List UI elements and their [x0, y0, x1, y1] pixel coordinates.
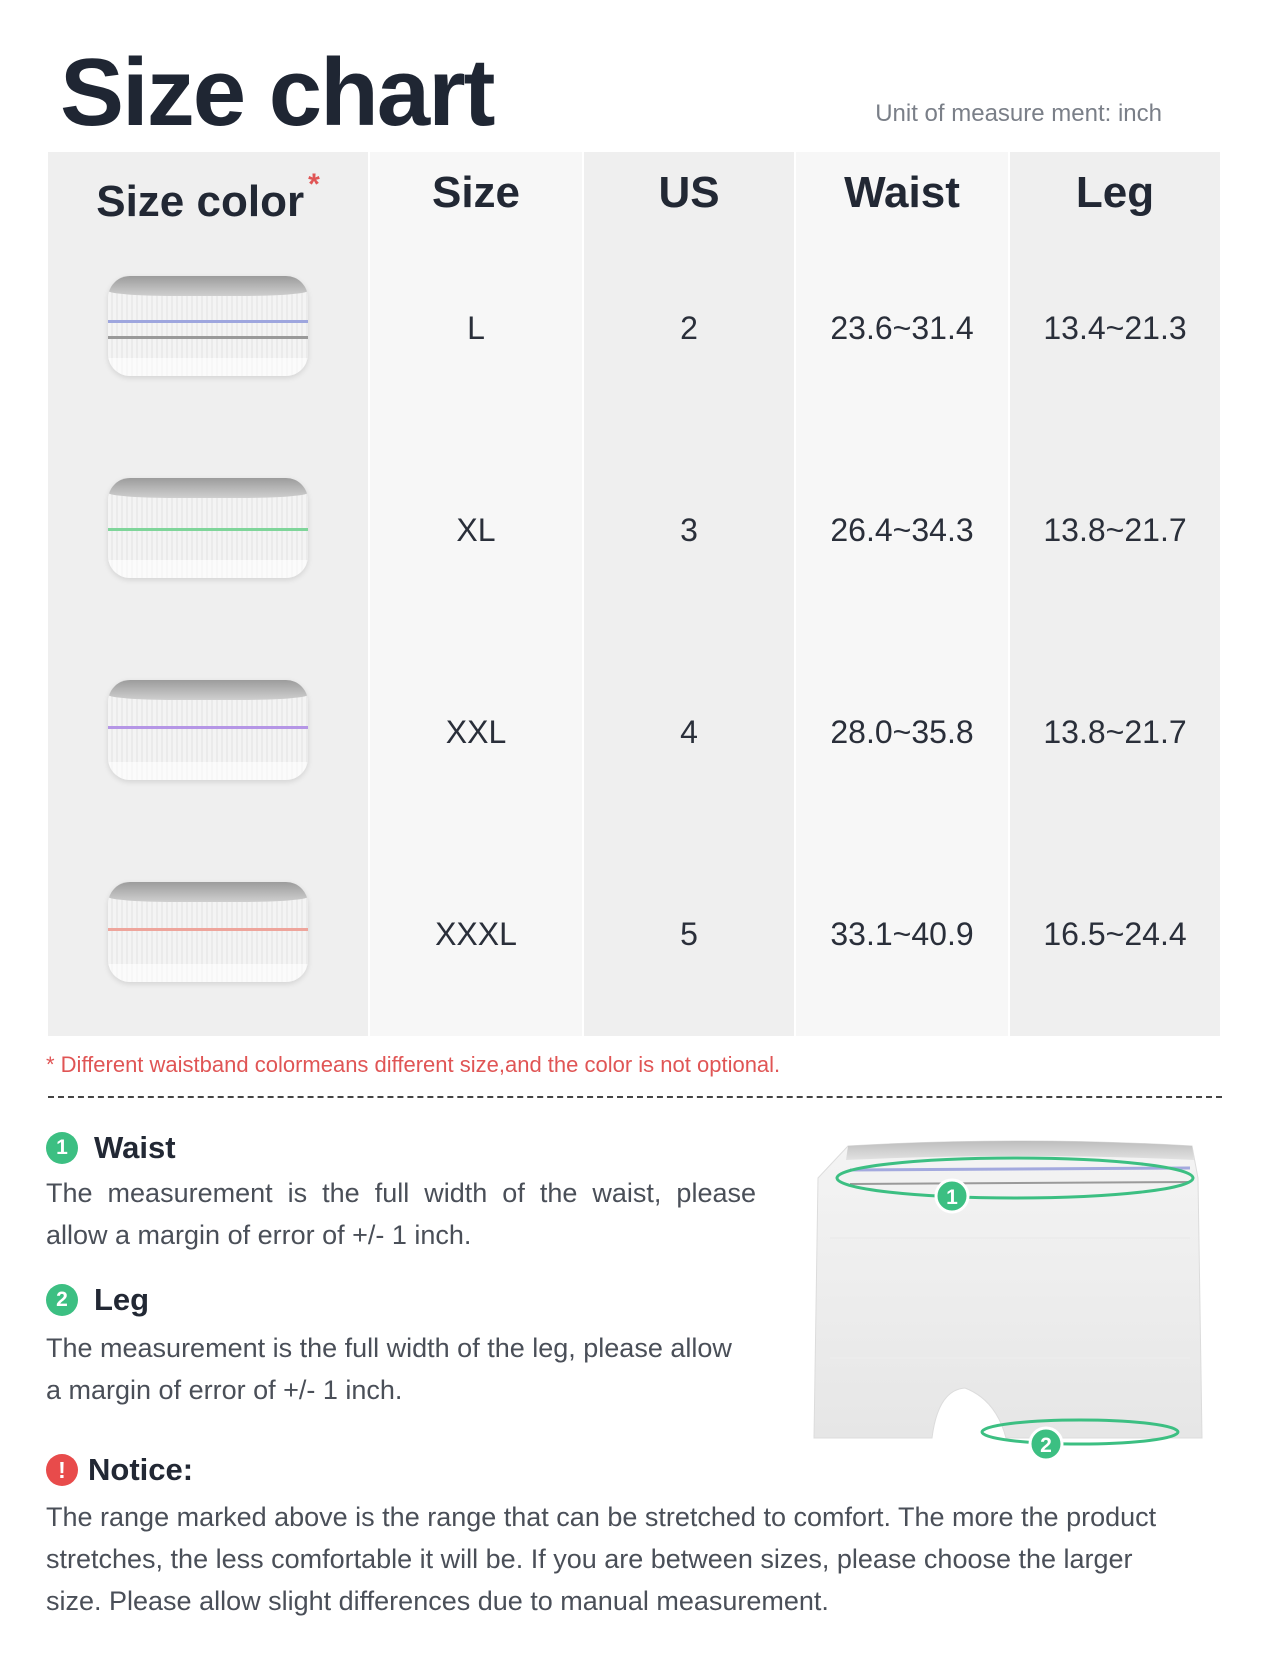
dashed-divider [48, 1096, 1222, 1098]
cell-size: XL [456, 512, 496, 548]
waistband-swatch-xxl [108, 680, 308, 780]
number-two-icon: 2 [46, 1284, 78, 1316]
cell-leg: 13.4~21.3 [1043, 310, 1187, 346]
waistband-swatch-xl [108, 478, 308, 578]
waistband-swatch-xxxl [108, 882, 308, 982]
marker-one-label: 1 [946, 1186, 958, 1209]
number-one-icon: 1 [46, 1132, 78, 1164]
cell-waist: 28.0~35.8 [830, 714, 974, 750]
cell-waist: 26.4~34.3 [830, 512, 974, 548]
cell-waist: 33.1~40.9 [830, 916, 974, 952]
size-table [48, 152, 1220, 1036]
page-title: Size chart [60, 39, 494, 146]
notice-heading: ! Notice: [46, 1452, 193, 1488]
waistband-swatch-l [108, 276, 308, 376]
cell-leg: 13.8~21.7 [1043, 512, 1187, 548]
waist-heading: 1 Waist [46, 1130, 176, 1166]
waist-column [796, 152, 1008, 1036]
cell-leg: 13.8~21.7 [1043, 714, 1187, 750]
cell-size: XXXL [435, 916, 517, 952]
header-waist: Waist [844, 168, 960, 217]
cell-size: XXL [445, 714, 507, 750]
header-size-color: Size color * [96, 168, 320, 226]
cell-us: 5 [680, 916, 698, 952]
leg-description: The measurement is the full width of the leg, please allow a margin of error of +/- 1 inch. [46, 1333, 732, 1405]
color-footnote: * Different waistband colormeans different size,and the color is not optional. [46, 1052, 781, 1077]
cell-us: 3 [680, 512, 698, 548]
cell-us: 4 [680, 714, 698, 750]
cell-size: L [467, 310, 485, 346]
size-color-column [48, 152, 368, 1036]
leg-column [1010, 152, 1220, 1036]
header-us: US [658, 168, 720, 217]
cell-us: 2 [680, 310, 698, 346]
leg-heading: 2 Leg [46, 1282, 149, 1318]
waist-description: The measurement is the full width of the waist, please allow a margin of error of +/- 1 inch. [46, 1178, 756, 1250]
brief-shape [814, 1141, 1202, 1438]
warning-icon: ! [46, 1454, 78, 1486]
size-column [370, 152, 582, 1036]
cell-waist: 23.6~31.4 [830, 310, 974, 346]
underwear-measurement-diagram [810, 1138, 1210, 1468]
header-size: Size [431, 168, 521, 217]
us-column [584, 152, 794, 1036]
unit-note: Unit of measure ment: inch [875, 100, 1162, 127]
header-leg: Leg [1075, 168, 1155, 217]
marker-two [1030, 1428, 1062, 1460]
marker-two-label: 2 [1040, 1434, 1052, 1457]
marker-one [936, 1180, 968, 1212]
required-star: * [308, 168, 320, 201]
notice-description: The range marked above is the range that can be stretched to comfort. The more the product stretches, the less comfortable it will be. If you are between sizes, please choose the larger size. Please allow slight differences due to manual measurement. [46, 1502, 1157, 1616]
cell-leg: 16.5~24.4 [1043, 916, 1187, 952]
